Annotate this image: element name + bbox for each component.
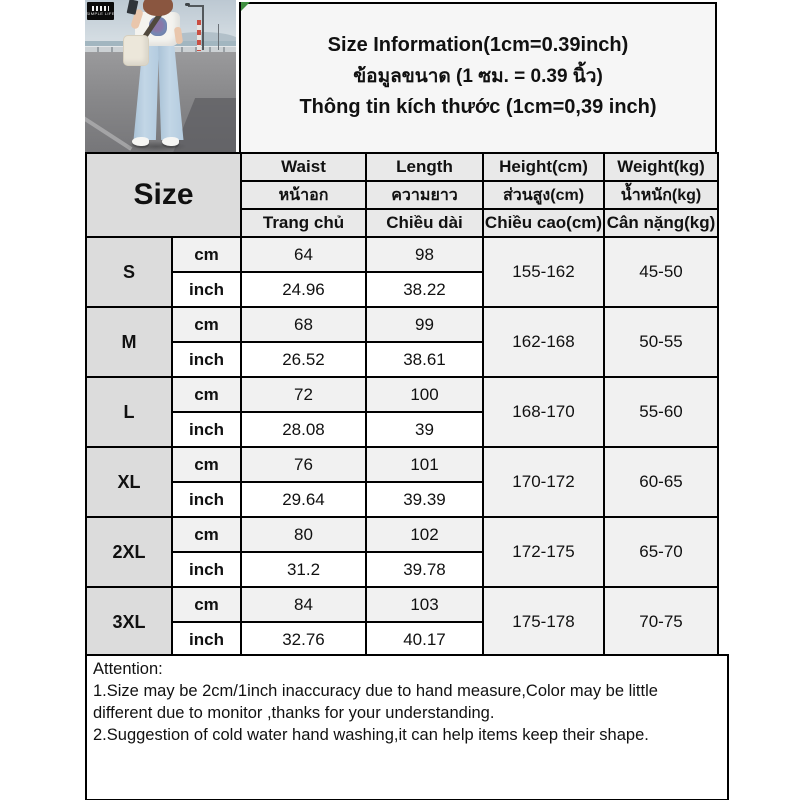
title-vietnamese: Thông tin kích thước (1cm=0,39 inch) <box>299 96 657 118</box>
attention-note-2: 2.Suggestion of cold water hand washing,it can help items keep their shape. <box>93 726 649 744</box>
table-row <box>86 447 718 482</box>
col-header-waist-en: Waist <box>241 153 366 181</box>
waist-cm-l: 72 <box>241 377 366 412</box>
photo-striped-pole <box>197 20 201 51</box>
brand-logo <box>87 2 114 20</box>
size-m: M <box>86 307 172 377</box>
height-2xl: 172-175 <box>483 517 604 587</box>
table-row <box>86 237 718 272</box>
col-header-height-en: Height(cm) <box>483 153 604 181</box>
waist-cm-s: 64 <box>241 237 366 272</box>
unit-inch: inch <box>172 552 241 587</box>
photo-streetlight-head <box>185 3 190 6</box>
height-l: 168-170 <box>483 377 604 447</box>
unit-inch: inch <box>172 482 241 517</box>
col-header-length-th: ความยาว <box>366 181 483 209</box>
size-3xl: 3XL <box>86 587 172 657</box>
col-header-length-en: Length <box>366 153 483 181</box>
photo-right-shoe <box>162 137 179 146</box>
height-3xl: 175-178 <box>483 587 604 657</box>
table-row <box>86 307 718 342</box>
weight-xl: 60-65 <box>604 447 718 517</box>
attention-heading: Attention: <box>93 660 163 678</box>
unit-cm: cm <box>172 237 241 272</box>
length-inch-3xl: 40.17 <box>366 622 483 657</box>
header-row-en <box>86 153 718 181</box>
product-photo <box>85 0 236 153</box>
length-inch-l: 39 <box>366 412 483 447</box>
col-header-waist-th: หน้าอก <box>241 181 366 209</box>
unit-cm: cm <box>172 307 241 342</box>
attention-note-1: 1.Size may be 2cm/1inch inaccuracy due to hand measure,Color may be little different due to monitor ,thanks for your understanding. <box>93 682 658 722</box>
length-inch-2xl: 39.78 <box>366 552 483 587</box>
weight-2xl: 65-70 <box>604 517 718 587</box>
waist-inch-s: 24.96 <box>241 272 366 307</box>
size-header-cell: Size <box>86 153 241 237</box>
waist-inch-2xl: 31.2 <box>241 552 366 587</box>
weight-m: 50-55 <box>604 307 718 377</box>
length-cm-xl: 101 <box>366 447 483 482</box>
length-inch-m: 38.61 <box>366 342 483 377</box>
size-l: L <box>86 377 172 447</box>
photo-pole <box>218 24 219 50</box>
unit-cm: cm <box>172 447 241 482</box>
waist-cm-2xl: 80 <box>241 517 366 552</box>
table-row <box>86 587 718 622</box>
waist-cm-m: 68 <box>241 307 366 342</box>
table-row <box>86 377 718 412</box>
green-corner-marker-icon <box>241 2 250 11</box>
unit-inch: inch <box>172 412 241 447</box>
length-inch-xl: 39.39 <box>366 482 483 517</box>
weight-l: 55-60 <box>604 377 718 447</box>
size-2xl: 2XL <box>86 517 172 587</box>
unit-inch: inch <box>172 622 241 657</box>
unit-inch: inch <box>172 342 241 377</box>
length-inch-s: 38.22 <box>366 272 483 307</box>
waist-inch-l: 28.08 <box>241 412 366 447</box>
table-row <box>86 517 718 552</box>
unit-inch: inch <box>172 272 241 307</box>
col-header-height-vi: Chiều cao(cm) <box>483 209 604 237</box>
brand-logo-text: SIMPLE LIFE <box>86 11 115 16</box>
col-header-height-th: ส่วนสูง(cm) <box>483 181 604 209</box>
col-header-length-vi: Chiều dài <box>366 209 483 237</box>
length-cm-2xl: 102 <box>366 517 483 552</box>
photo-shoulder-bag <box>123 35 149 66</box>
length-cm-m: 99 <box>366 307 483 342</box>
col-header-waist-vi: Trang chủ <box>241 209 366 237</box>
weight-s: 45-50 <box>604 237 718 307</box>
size-table <box>85 152 719 658</box>
photo-streetlight-arm <box>188 5 203 7</box>
weight-3xl: 70-75 <box>604 587 718 657</box>
photo-left-shoe <box>132 137 149 146</box>
title-english: Size Information(1cm=0.39inch) <box>327 34 629 56</box>
length-cm-l: 100 <box>366 377 483 412</box>
col-header-weight-th: น้ำหนัก(kg) <box>604 181 718 209</box>
height-xl: 170-172 <box>483 447 604 517</box>
waist-cm-xl: 76 <box>241 447 366 482</box>
length-cm-s: 98 <box>366 237 483 272</box>
col-header-weight-en: Weight(kg) <box>604 153 718 181</box>
attention-box <box>85 654 729 800</box>
unit-cm: cm <box>172 587 241 622</box>
waist-inch-m: 26.52 <box>241 342 366 377</box>
waist-inch-3xl: 32.76 <box>241 622 366 657</box>
title-thai: ข้อมูลขนาด (1 ซม. = 0.39 นิ้ว) <box>353 66 603 87</box>
size-xl: XL <box>86 447 172 517</box>
photo-streetlight-pole <box>202 5 204 50</box>
waist-inch-xl: 29.64 <box>241 482 366 517</box>
unit-cm: cm <box>172 377 241 412</box>
waist-cm-3xl: 84 <box>241 587 366 622</box>
col-header-weight-vi: Cân nặng(kg) <box>604 209 718 237</box>
length-cm-3xl: 103 <box>366 587 483 622</box>
height-m: 162-168 <box>483 307 604 377</box>
size-s: S <box>86 237 172 307</box>
height-s: 155-162 <box>483 237 604 307</box>
unit-cm: cm <box>172 517 241 552</box>
